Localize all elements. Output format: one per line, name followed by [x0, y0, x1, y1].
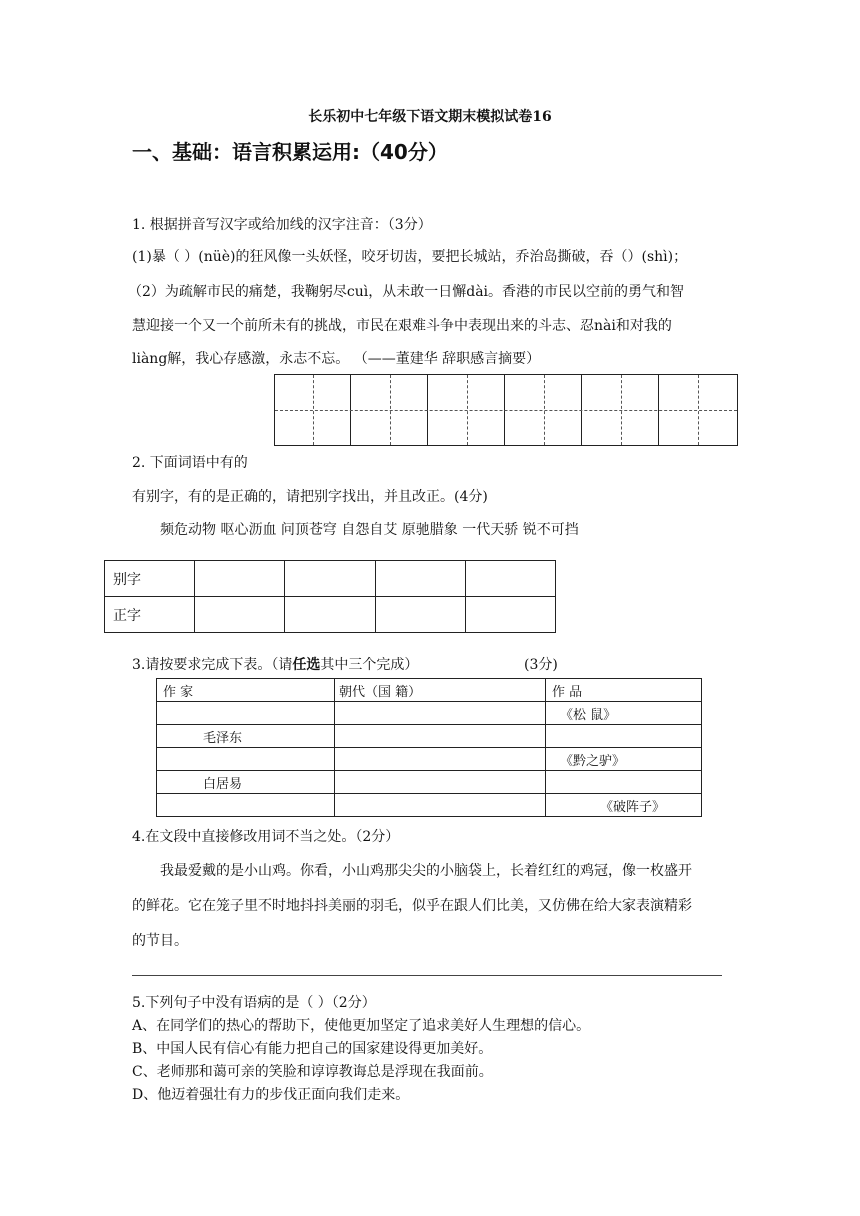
author-cell[interactable]: [157, 702, 335, 725]
row-label: 别字: [105, 561, 195, 597]
table-row: [157, 702, 702, 725]
col-work: 作 品: [546, 679, 702, 702]
col-dynasty: 朝代（国 籍）: [335, 679, 546, 702]
answer-cell[interactable]: [375, 561, 465, 597]
work-cell: 《松 鼠》: [546, 702, 702, 725]
dynasty-cell[interactable]: [335, 748, 546, 771]
q1-line-4: liàng解，我心存感激，永志不忘。 （——董建华 辞职感言摘要）: [132, 351, 541, 367]
table-row: [105, 597, 556, 633]
q2-stem-2: 有别字，有的是正确的，请把别字找出，并且改正。(4分): [132, 489, 488, 505]
author-cell: 白居易: [157, 771, 335, 794]
table-row: [157, 748, 702, 771]
q1-line-1: (1)暴（ ）(nüè)的狂风像一头妖怪，咬牙切齿，要把长城站，乔治岛撕破，吞（）(shì)；: [132, 249, 688, 265]
answer-cell[interactable]: [465, 597, 555, 633]
q5-option-d[interactable]: D、他迈着强壮有力的步伐正面向我们走来。: [132, 1087, 410, 1103]
author-cell[interactable]: [157, 794, 335, 817]
q5-stem: 5.下列句子中没有语病的是（ ）（2分）: [132, 995, 376, 1011]
table-row: [157, 725, 702, 748]
table-header-row: [157, 679, 702, 702]
dynasty-cell[interactable]: [335, 794, 546, 817]
q4-para-2: 的鲜花。它在笼子里不时地抖抖美丽的羽毛，似乎在跟人们比美，又仿佛在给大家表演精彩: [132, 898, 692, 914]
q3-score: (3分): [524, 657, 558, 673]
author-cell: 毛泽东: [157, 725, 335, 748]
exam-title: 长乐初中七年级下语文期末模拟试卷16: [308, 109, 552, 125]
work-cell[interactable]: [546, 771, 702, 794]
q5-option-b[interactable]: B、中国人民有信心有能力把自己的国家建设得更加美好。: [132, 1041, 493, 1057]
q4-para-3: 的节目。: [132, 933, 188, 949]
q2-correction-table: [104, 560, 556, 633]
q2-word-list: 频危动物 呕心沥血 问顶苍穹 自怨自艾 原驰腊象 一代天骄 锐不可挡: [160, 522, 579, 538]
q3-stem-a: 3.请按要求完成下表。（请: [132, 657, 293, 673]
q1-stem: 1. 根据拼音写汉字或给加线的汉字注音：（3分）: [132, 217, 432, 233]
dynasty-cell[interactable]: [335, 702, 546, 725]
q1-line-3: 慧迎接一个又一个前所未有的挑战，市民在艰难斗争中表现出来的斗志、忍nài和对我的: [132, 318, 672, 334]
q3-stem-emphasis: 任选: [292, 657, 321, 673]
dynasty-cell[interactable]: [335, 725, 546, 748]
answer-cell[interactable]: [285, 561, 375, 597]
q2-stem-1: 2. 下面词语中有的: [132, 455, 248, 471]
q3-author-table: [156, 678, 702, 817]
dynasty-cell[interactable]: [335, 771, 546, 794]
work-cell[interactable]: [546, 725, 702, 748]
q1-line-2: （2）为疏解市民的痛楚，我鞠躬尽cuì，从未敢一日懈dài。香港的市民以空前的勇气和智: [128, 284, 685, 300]
q3-stem: [132, 654, 418, 674]
answer-cell[interactable]: [285, 597, 375, 633]
q5-option-c[interactable]: C、老师那和蔼可亲的笑脸和谆谆教诲总是浮现在我面前。: [132, 1064, 493, 1080]
divider: [132, 975, 722, 976]
section-heading: 一、基础：语言积累运用:（40分）: [132, 140, 448, 164]
answer-cell[interactable]: [375, 597, 465, 633]
table-row: [157, 771, 702, 794]
work-cell: 《黔之驴》: [546, 748, 702, 771]
q5-option-a[interactable]: A、在同学们的热心的帮助下，使他更加坚定了追求美好人生理想的信心。: [132, 1018, 591, 1034]
answer-cell[interactable]: [465, 561, 555, 597]
answer-cell[interactable]: [195, 561, 285, 597]
row-label: 正字: [105, 597, 195, 633]
table-row: [105, 561, 556, 597]
q4-stem: 4.在文段中直接修改用词不当之处。（2分）: [132, 829, 400, 845]
answer-cell[interactable]: [195, 597, 285, 633]
work-cell: 《破阵子》: [546, 794, 702, 817]
q4-para-1: 我最爱戴的是小山鸡。你看，小山鸡那尖尖的小脑袋上，长着红红的鸡冠，像一枚盛开: [160, 863, 692, 879]
author-cell[interactable]: [157, 748, 335, 771]
col-author: 作 家: [157, 679, 335, 702]
answer-grid[interactable]: [274, 374, 738, 446]
q3-stem-c: 其中三个完成）: [320, 657, 419, 673]
table-row: [157, 794, 702, 817]
